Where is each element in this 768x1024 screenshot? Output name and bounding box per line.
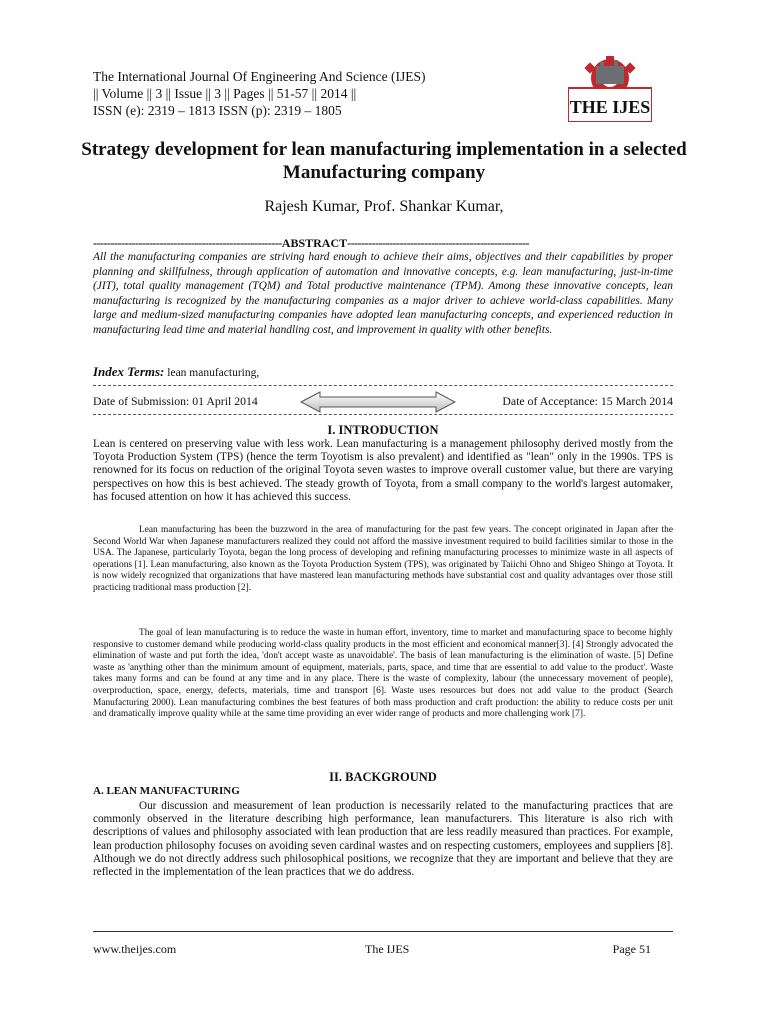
logo-wordmark: THE IJES [569, 97, 651, 117]
acceptance-date: Date of Acceptance: 15 March 2014 [502, 394, 673, 408]
index-terms-value: lean manufacturing, [164, 367, 260, 379]
intro-paragraph-1: Lean is centered on preserving value with less work. Lean manufacturing is a management philosophy derived mostly from the Toyota Production System (TPS) (hence the term Toyotism is also prevalent) and identified as "lean" only in the 1990s. TPS is renowned for its focus on reduction of the original Toyota seven wastes to improve overall customer value, but there are varying perspectives on how this is best achieved. The steady growth of Toyota, from a small company to the world's largest automaker, has focused attention on how it has achieved this success. [93, 438, 673, 503]
ijes-logo [568, 54, 652, 122]
dates-top-rule [93, 385, 673, 386]
intro-paragraph-2: Lean manufacturing has been the buzzword in the area of manufacturing for the past few years. The concept originated in Japan after the Second World War when Japanese manufacturers realized they could not afford the massive investment required to build facilities similar to those in the USA. The Japanese, particularly Toyota, began the long process of developing and refining manufacturing processes to minimize waste in all aspects of operations [1]. Lean manufacturing, also known as the Toyota Production System (TPS), was originated by Taiichi Ohno and Shigeo Shingo at Toyota. It is now widely recognized that organizations that have mastered lean manufacturing methods have substantial cost and quality advantages over those still practicing traditional mass production [2]. [93, 525, 673, 593]
background-heading: II. BACKGROUND [329, 770, 437, 784]
lean-manufacturing-subheading: A. LEAN MANUFACTURING [93, 785, 240, 797]
abstract-text: All the manufacturing companies are striving hard enough to achieve their aims, objectives and their capabilities by proper planning and skillfulness, through application of automation and innovative concepts, e.g. lean manufacturing, just-in-time (JIT), total quality management (TQM) and Total productive maintenance (TPM). Among these innovative concepts, lean manufacturing is recognized by the manufacturing companies as a major driver to achieve world-class capabilities. Many large and medium-sized manufacturing companies have adopted lean manufacturing concepts, and experienced reduction in manufacturing lead time and material handling cost, and improvement in quality with other benefits. [93, 251, 673, 336]
footer-page-number: Page 51 [612, 942, 651, 956]
dates-bottom-rule [93, 414, 673, 415]
abstract-dashes-right: ---------------------------------------------------- [347, 236, 529, 250]
journal-issn: ISSN (e): 2319 – 1813 ISSN (p): 2319 – 1805 [93, 103, 342, 118]
background-paragraph-1: Our discussion and measurement of lean production is necessarily related to the manufacturing practices that are commonly observed in the literature describing high performance, lean manufacturers. This literature is also rich with descriptions of values and philosophy associated with lean production that are less readily measured than practices. For example, lean production philosophy focuses on avoiding seven cardinal wastes and on respecting customers, employees and suppliers [8]. Although we do not directly address such philosophical positions, we recognize that they are important and believe that they are reflected in the implementation of the lean practices that we do address. [93, 800, 673, 879]
journal-name: The International Journal Of Engineering And Science (IJES) [93, 69, 426, 84]
footer-rule [93, 931, 673, 932]
paper-title: Strategy development for lean manufacturing implementation in a selected Manufacturing company [81, 139, 687, 183]
introduction-heading: I. INTRODUCTION [327, 423, 439, 437]
abstract-rule [93, 236, 673, 250]
index-terms [93, 364, 259, 380]
double-arrow-icon [300, 391, 456, 413]
submission-date: Date of Submission: 01 April 2014 [93, 394, 258, 408]
abstract-dashes-left: ------------------------------------------------------ [93, 236, 282, 250]
abstract-label: ABSTRACT [281, 236, 348, 250]
index-terms-label: Index Terms: [93, 364, 165, 379]
paper-authors: Rajesh Kumar, Prof. Shankar Kumar, [264, 198, 504, 215]
journal-masthead [93, 68, 426, 119]
intro-paragraph-3: The goal of lean manufacturing is to reduce the waste in human effort, inventory, time to market and manufacturing space to become highly responsive to customer demand while producing world-class quality products in the most efficient and economical manner[3]. [4] Strongly advocated the elimination of waste and put forth the idea, 'don't accept waste as unavoidable'. The basis of lean manufacturing is the elimination of waste. [5] Define waste as 'anything other than the minimum amount of equipment, materials, parts, space, and time that are essential to add value to the product'. Waste takes many forms and can be found at any time and in any place. There is the waste of complexity, labour (the unnecessary movement of people), overproduction, space, energy, defects, materials, time and transport [6]. Waste uses resources but does not add value to the product (Search Manufacturing 2000). Lean manufacturing combines the best features of both mass production and craft production: the ability to reduce costs per unit and dramatically improve quality while at the same time providing an ever wider range of products and more challenging work [7]. [93, 628, 673, 720]
journal-volume: || Volume || 3 || Issue || 3 || Pages || 51-57 || 2014 || [93, 86, 357, 101]
footer-journal: The IJES [365, 942, 410, 956]
footer-website-link[interactable]: www.theijes.com [93, 942, 177, 956]
